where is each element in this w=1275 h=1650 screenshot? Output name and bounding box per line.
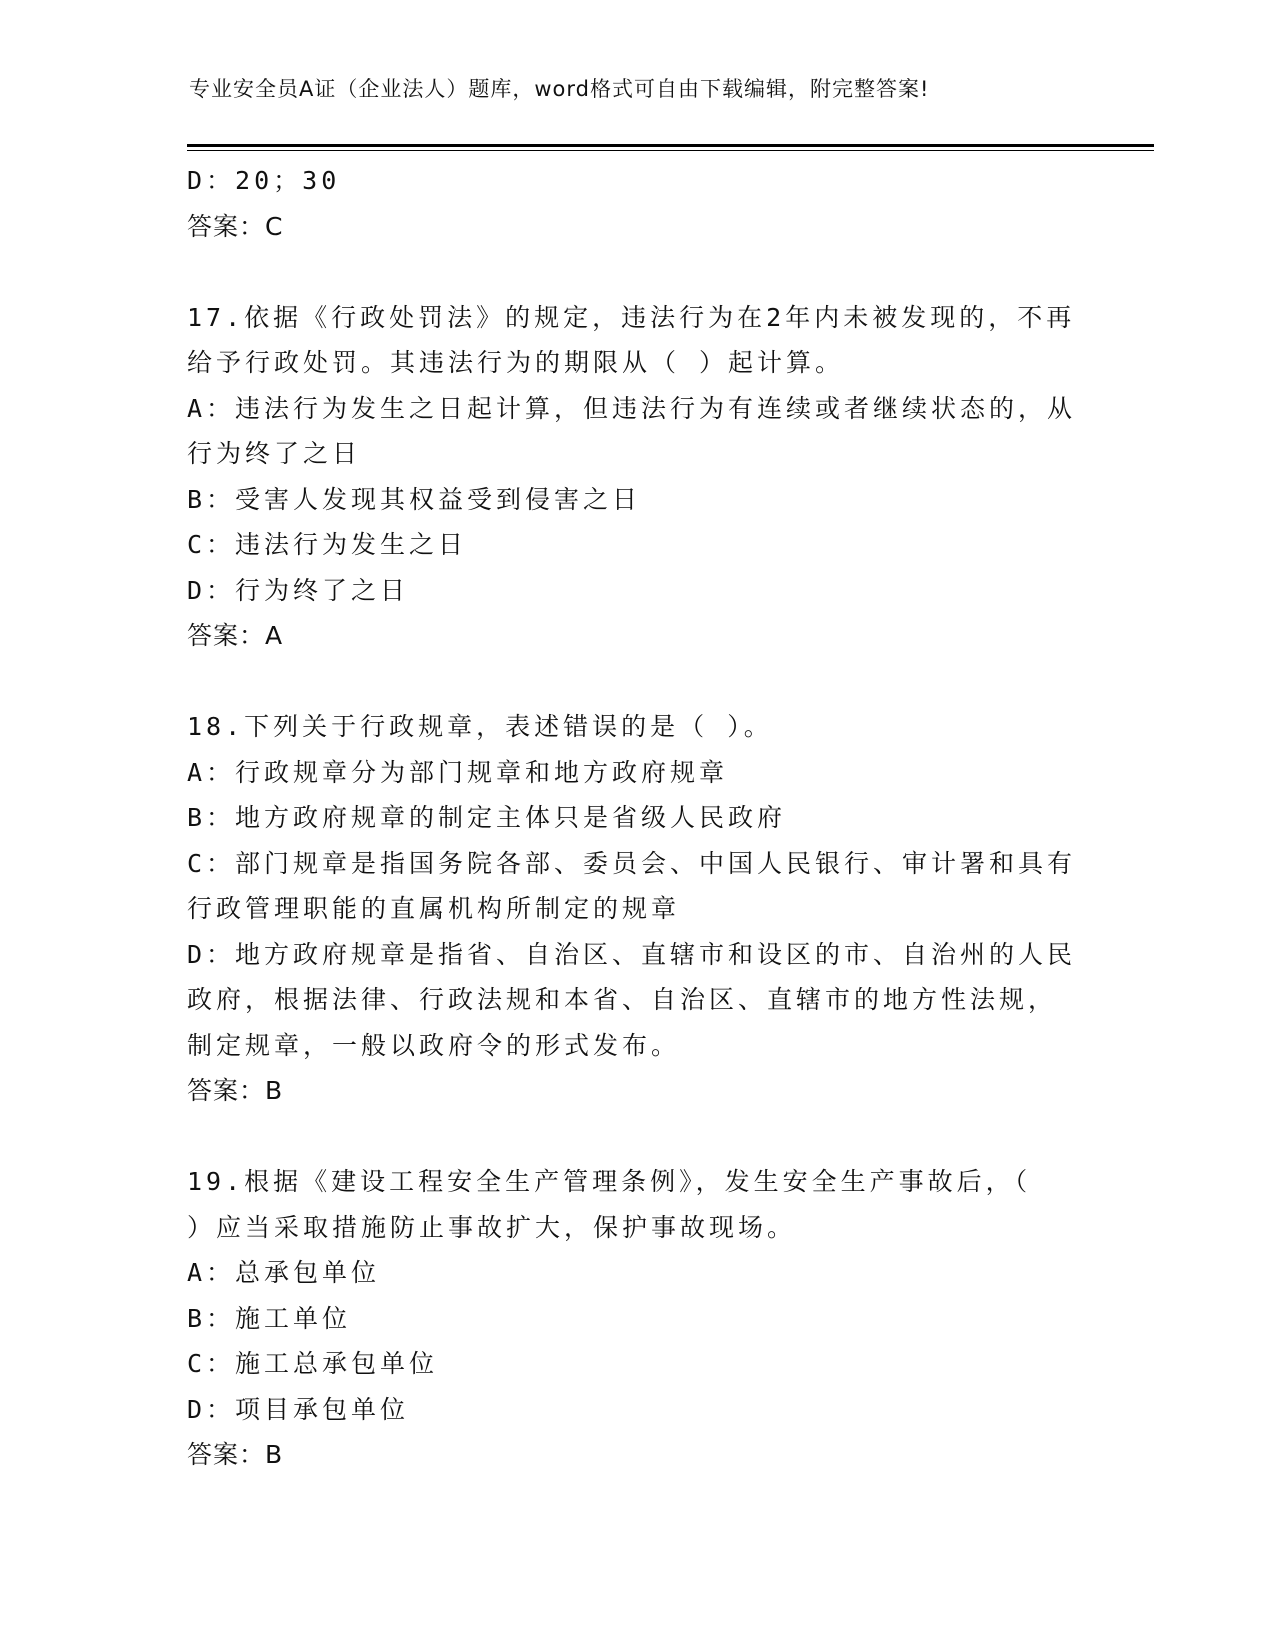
option-d: D：地方政府规章是指省、自治区、直辖市和设区的市、自治州的人民	[187, 939, 1077, 969]
question-stem-line: 19.根据《建设工程安全生产管理条例》，发生安全生产事故后，（	[187, 1167, 1032, 1196]
answer: 答案：A	[187, 621, 284, 650]
prev-option-d: D：20；30	[187, 166, 341, 195]
option-a: A：行政规章分为部门规章和地方政府规章	[187, 757, 729, 787]
answer: 答案：B	[187, 1440, 284, 1469]
question-17	[187, 295, 1087, 659]
option-c: C：施工总承包单位	[187, 1349, 439, 1378]
option-a: A：违法行为发生之日起计算，但违法行为有连续或者继续状态的，从	[187, 393, 1077, 423]
option-d-continued: 政府，根据法律、行政法规和本省、自治区、直辖市的地方性法规，	[187, 985, 1058, 1014]
option-c: C：违法行为发生之日	[187, 530, 468, 559]
question-stem-line: 给予行政处罚。其违法行为的期限从（ ）起计算。	[187, 348, 845, 377]
spacer	[187, 1114, 1087, 1160]
question-list	[187, 158, 1087, 1478]
option-b: B：地方政府规章的制定主体只是省级人民政府	[187, 803, 787, 832]
option-d-continued: 制定规章，一般以政府令的形式发布。	[187, 1030, 681, 1060]
page-header: 专业安全员A证（企业法人）题库，word格式可自由下载编辑，附完整答案!	[189, 77, 930, 101]
prev-answer: 答案：C	[187, 211, 284, 241]
question-stem-line: 17.依据《行政处罚法》的规定，违法行为在2年内未被发现的，不再	[187, 302, 1076, 332]
option-d: D：行为终了之日	[187, 575, 410, 605]
question-stem-line: ）应当采取措施防止事故扩大，保护事故现场。	[187, 1212, 797, 1242]
spacer	[187, 659, 1087, 705]
option-c: C：部门规章是指国务院各部、委员会、中国人民银行、审计署和具有	[187, 848, 1077, 878]
option-d: D：项目承包单位	[187, 1394, 410, 1424]
question-19	[187, 1159, 1087, 1478]
spacer	[187, 249, 1087, 295]
option-b: B：受害人发现其权益受到侵害之日	[187, 484, 642, 514]
option-a: A：总承包单位	[187, 1258, 381, 1287]
header-divider	[187, 144, 1154, 147]
answer: 答案：B	[187, 1076, 284, 1105]
question-18	[187, 704, 1087, 1114]
option-a-continued: 行为终了之日	[187, 439, 362, 468]
option-c-continued: 行政管理职能的直属机构所制定的规章	[187, 894, 681, 923]
option-b: B：施工单位	[187, 1303, 352, 1333]
question-stem-line: 18.下列关于行政规章，表述错误的是（ ）。	[187, 712, 773, 741]
